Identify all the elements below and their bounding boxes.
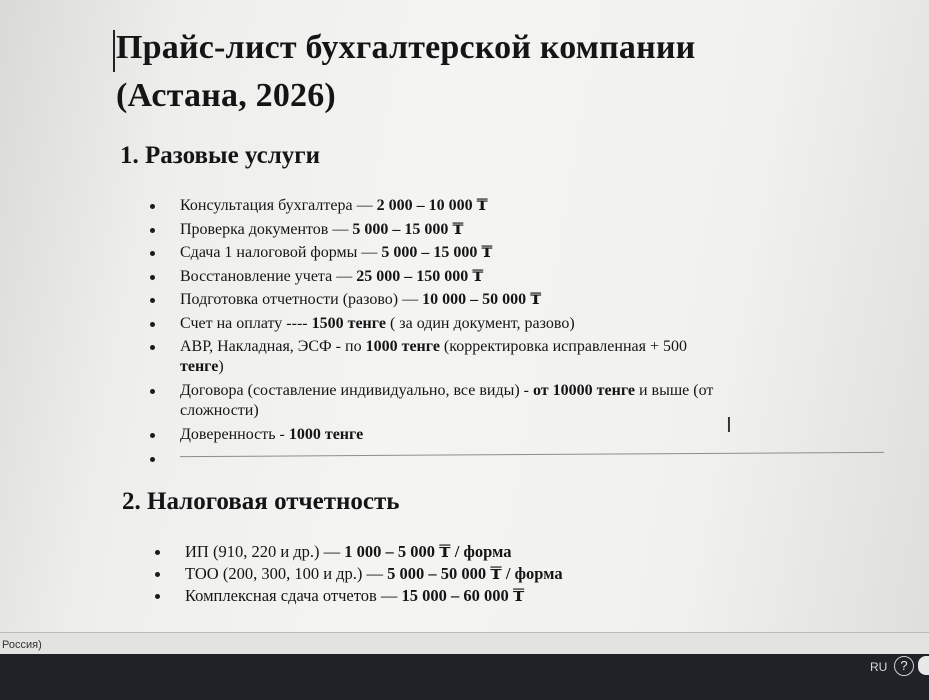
list-item: ИП (910, 220 и др.) — 1 000 – 5 000 ₸ / форма: [155, 542, 755, 562]
bullet-icon: [155, 550, 160, 555]
app-icon[interactable]: [918, 656, 929, 675]
list-item: Восстановление учета — 25 000 – 150 000 ₸: [150, 267, 850, 287]
document-title: [116, 24, 876, 120]
list-item: Проверка документов — 5 000 – 15 000 ₸: [150, 220, 850, 240]
list-item: ТОО (200, 300, 100 и др.) — 5 000 – 50 000 ₸ / форма: [155, 564, 755, 584]
text-cursor: [113, 30, 115, 72]
bullet-icon: [155, 594, 160, 599]
list-item: Комплексная сдача отчетов — 15 000 – 60 000 ₸: [155, 586, 755, 606]
help-icon[interactable]: ?: [894, 656, 914, 676]
list-item: Подготовка отчетности (разово) — 10 000 – 50 000 ₸: [150, 290, 850, 310]
section-heading-one-time-services: 1. Разовые услуги: [120, 142, 321, 169]
tax-reporting-list: [155, 542, 755, 608]
language-indicator[interactable]: RU: [870, 660, 888, 674]
section-heading-tax-reporting: 2. Налоговая отчетность: [122, 488, 400, 515]
bullet-icon: [150, 298, 155, 303]
bullet-icon: [150, 457, 155, 462]
title-line-1: Прайс-лист бухгалтерской компании: [116, 29, 696, 66]
bullet-icon: [150, 228, 155, 233]
bullet-icon: [150, 275, 155, 280]
bullet-icon: [150, 251, 155, 256]
list-item: АВР, Накладная, ЭСФ - по 1000 тенге (корректировка исправленная + 500 тенге): [150, 337, 850, 377]
bullet-icon: [150, 389, 155, 394]
status-language[interactable]: Россия): [2, 639, 42, 651]
bullet-icon: [155, 572, 160, 577]
one-time-services-list: [150, 196, 850, 472]
taskbar: [0, 654, 929, 700]
title-line-2: (Астана, 2026): [116, 77, 336, 114]
bullet-icon: [150, 345, 155, 350]
status-bar: [0, 632, 929, 655]
list-item: Счет на оплату ---- 1500 тенге ( за один документ, разово): [150, 314, 850, 334]
bullet-icon: [150, 204, 155, 209]
list-item: Договора (составление индивидуально, все виды) - от 10000 тенге и выше (от сложности): [150, 381, 850, 421]
bullet-icon: [150, 322, 155, 327]
ibeam-cursor-icon: I: [726, 413, 732, 437]
list-item: Сдача 1 налоговой формы — 5 000 – 15 000 ₸: [150, 243, 850, 263]
list-item-empty: [150, 449, 850, 469]
list-item: Консультация бухгалтера — 2 000 – 10 000 ₸: [150, 196, 850, 216]
list-item: Доверенность - 1000 тенге: [150, 425, 850, 445]
bullet-icon: [150, 433, 155, 438]
